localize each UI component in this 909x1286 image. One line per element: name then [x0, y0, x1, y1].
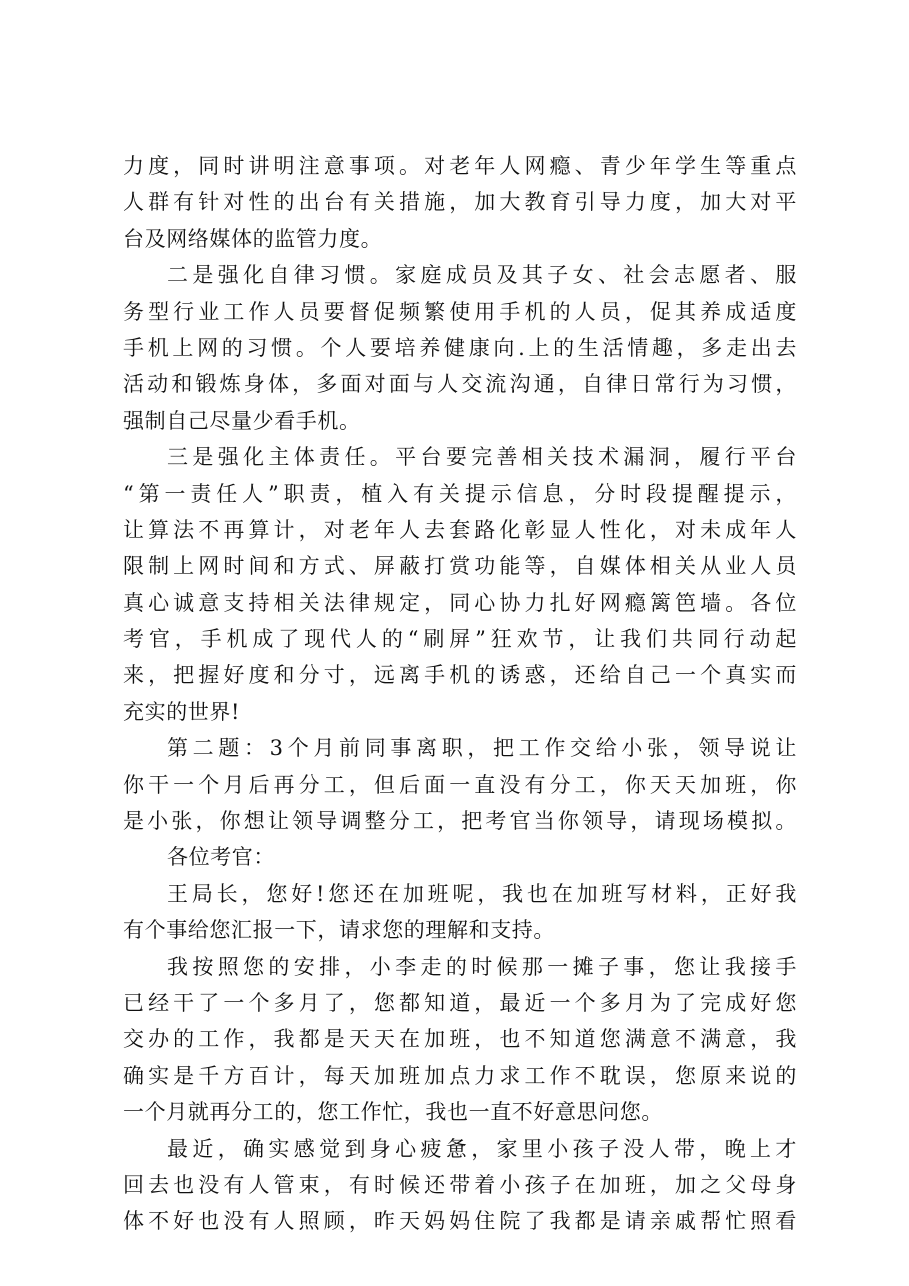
text-line: 各位考官：	[167, 845, 275, 870]
text-line: 活动和锻炼身体，多面对面与人交流沟通，自律日常行为习惯，	[123, 372, 797, 397]
text-line: 回去也没有人管束，有时候还带着小孩子在加班，加之父母身	[123, 1172, 797, 1197]
text-line: 考官，手机成了现代人的“刷屏”狂欢节，让我们共同行动起	[123, 627, 797, 652]
text-line: 人群有针对性的出台有关措施，加大教育引导力度，加大对平	[123, 190, 797, 215]
text-line: “第一责任人”职责，植入有关提示信息，分时段提醒提示，	[123, 481, 797, 506]
text-line: 限制上网时间和方式、屏蔽打赏功能等，自媒体相关从业人员	[123, 554, 797, 579]
text-line: 充实的世界!	[123, 699, 241, 724]
text-line: 你干一个月后再分工，但后面一直没有分工，你天天加班，你	[123, 772, 797, 797]
text-line: 最近，确实感觉到身心疲惫，家里小孩子没人带，晚上才	[167, 1136, 797, 1161]
text-line: 王局长，您好!您还在加班呢，我也在加班写材料，正好我	[167, 881, 797, 906]
text-line: 已经干了一个多月了，您都知道，最近一个多月为了完成好您	[123, 990, 797, 1015]
document-body	[123, 148, 797, 1240]
text-line: 真心诚意支持相关法律规定，同心协力扎好网瘾篱笆墙。各位	[123, 590, 797, 615]
text-line: 第二题：3个月前同事离职，把工作交给小张，领导说让	[167, 736, 797, 761]
text-line: 务型行业工作人员要督促频繁使用手机的人员，促其养成适度	[123, 299, 797, 324]
text-line: 交办的工作，我都是天天在加班，也不知道您满意不满意，我	[123, 1027, 797, 1052]
text-line: 台及网络媒体的监管力度。	[123, 226, 383, 251]
text-line: 让算法不再算计，对老年人去套路化彰显人性化，对未成年人	[123, 517, 797, 542]
text-line: 二是强化自律习惯。家庭成员及其子女、社会志愿者、服	[167, 263, 797, 288]
text-line: 来，把握好度和分寸，远离手机的诱惑，还给自己一个真实而	[123, 663, 797, 688]
text-line: 力度，同时讲明注意事项。对老年人网瘾、青少年学生等重点	[123, 154, 797, 178]
text-line: 是小张，你想让领导调整分工，把考官当你领导，请现场模拟。	[123, 809, 797, 834]
text-line: 体不好也没有人照顾，昨天妈妈住院了我都是请亲戚帮忙照看	[123, 1209, 797, 1234]
text-line: 强制自己尽量少看手机。	[123, 408, 361, 433]
text-line: 三是强化主体责任。平台要完善相关技术漏洞，履行平台	[167, 445, 797, 470]
text-line: 有个事给您汇报一下，请求您的理解和支持。	[123, 918, 555, 943]
text-line: 一个月就再分工的，您工作忙，我也一直不好意思问您。	[123, 1100, 663, 1125]
text-line: 我按照您的安排，小李走的时候那一摊子事，您让我接手	[167, 954, 797, 979]
text-line: 确实是千方百计，每天加班加点力求工作不耽误，您原来说的	[123, 1063, 797, 1088]
text-line: 手机上网的习惯。个人要培养健康向.上的生活情趣，多走出去	[123, 335, 797, 360]
